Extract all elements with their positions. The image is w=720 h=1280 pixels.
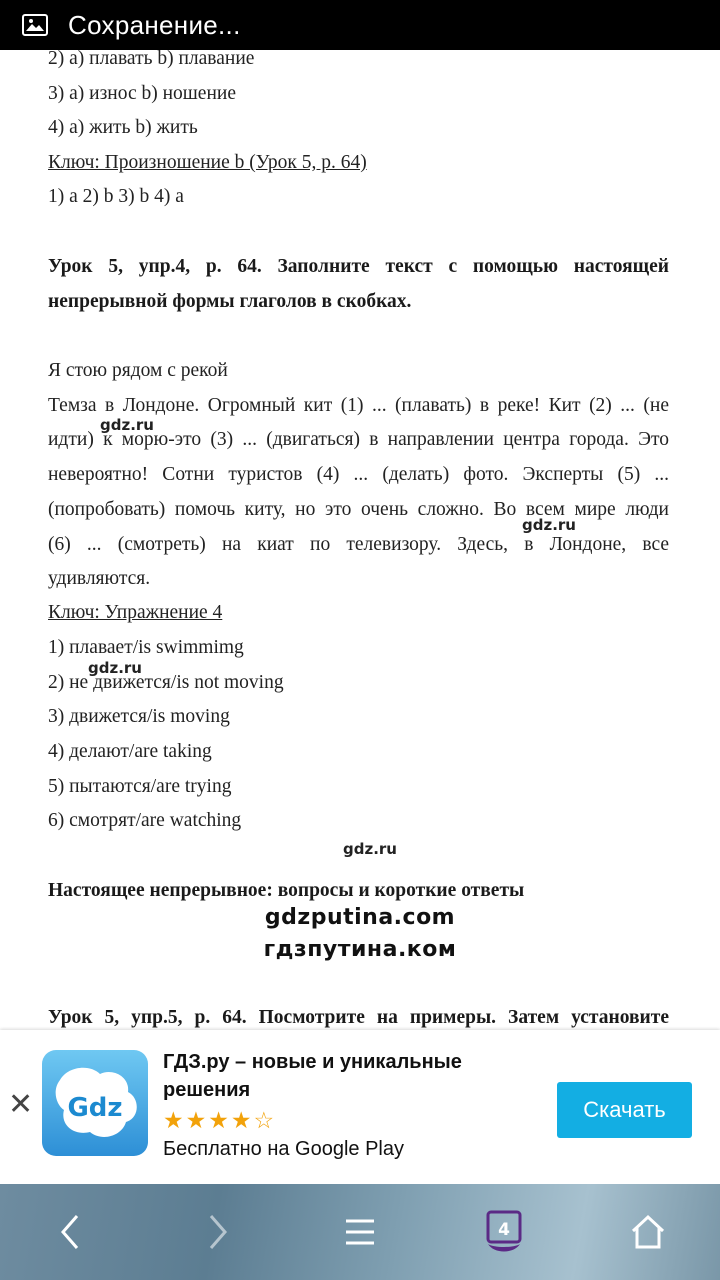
text-line: Темза в Лондоне. Огромный кит (1) ... (плавать) в реке! Кит (2) ... (не — [48, 395, 669, 416]
back-button[interactable] — [40, 1204, 100, 1260]
rating-stars: ★★★★☆ — [163, 1108, 277, 1134]
answer-line: 3) a) износ b) ношение — [48, 83, 236, 104]
forward-button[interactable] — [188, 1204, 248, 1260]
watermark-large: гдзпутина.ком — [263, 937, 457, 962]
document-view[interactable] — [0, 50, 720, 1030]
answer-line: 4) делают/are taking — [48, 741, 212, 762]
task-heading: Урок 5, упр.4, р. 64. Заполните текст с помощью настоящей — [48, 256, 669, 277]
watermark: gdz.ru — [100, 416, 154, 434]
ad-banner[interactable] — [0, 1030, 720, 1184]
status-title: Сохранение... — [68, 9, 241, 40]
watermark-large: gdzputina.com — [264, 905, 456, 930]
close-icon[interactable]: ✕ — [8, 1087, 34, 1122]
text-line: невероятно! Сотни туристов (4) ... (делать) фото. Эксперты (5) ... — [48, 464, 669, 485]
text-title: Я стою рядом с рекой — [48, 360, 228, 381]
answer-line: 4) a) жить b) жить — [48, 117, 198, 138]
chevron-right-icon — [203, 1212, 233, 1252]
app-icon[interactable] — [42, 1050, 148, 1156]
menu-icon — [343, 1215, 377, 1249]
status-bar — [0, 0, 720, 50]
answer-line: 1) плавает/is swimmimg — [48, 637, 244, 658]
answer-line: 6) смотрят/are watching — [48, 810, 242, 831]
watermark: gdz.ru — [88, 659, 142, 677]
watermark: gdz.ru — [522, 516, 576, 534]
ad-title: ГДЗ.ру – новые и уникальные решения — [163, 1051, 462, 1101]
watermark: gdz.ru — [343, 840, 397, 858]
image-icon — [22, 14, 48, 36]
answer-line: 3) движется/is moving — [48, 706, 230, 727]
ad-subtitle: Бесплатно на Google Play — [163, 1138, 404, 1160]
task-heading: непрерывной формы глаголов в скобках. — [48, 291, 412, 312]
chevron-left-icon — [55, 1212, 85, 1252]
text-line: идти) к морю-это (3) ... (двигаться) в направлении центра города. Это — [48, 429, 669, 450]
text-line: (попробовать) помочь киту, но это очень сложно. Во всем мире люди — [48, 499, 669, 520]
download-button[interactable]: Скачать — [557, 1082, 692, 1138]
task-heading: Урок 5, упр.5, р. 64. Посмотрите на примеры. Затем установите — [48, 1007, 669, 1028]
key-answers: 1) a 2) b 3) b 4) a — [48, 186, 184, 207]
key-heading: Ключ: Произношение b (Урок 5, р. 64) — [48, 152, 367, 173]
tab-count: 4 — [498, 1220, 510, 1240]
app-icon-text: Gdz — [67, 1093, 123, 1123]
browser-nav-bar — [0, 1184, 720, 1280]
text-line: (6) ... (смотреть) на киат по телевизору. Здесь, в Лондоне, все — [48, 534, 669, 555]
menu-button[interactable] — [330, 1204, 390, 1260]
tabs-button[interactable] — [474, 1204, 534, 1260]
answer-line: 2) a) плавать b) плавание — [48, 50, 255, 69]
section-heading: Настоящее непрерывное: вопросы и короткие ответы — [48, 880, 525, 901]
text-line: удивляются. — [48, 568, 151, 589]
home-button[interactable] — [618, 1204, 678, 1260]
home-icon — [628, 1212, 668, 1252]
answer-line: 5) пытаются/are trying — [48, 776, 232, 797]
answer-line: 2) не движется/is not moving — [48, 672, 284, 693]
key-heading: Ключ: Упражнение 4 — [48, 602, 223, 623]
tabs-icon — [484, 1210, 524, 1254]
